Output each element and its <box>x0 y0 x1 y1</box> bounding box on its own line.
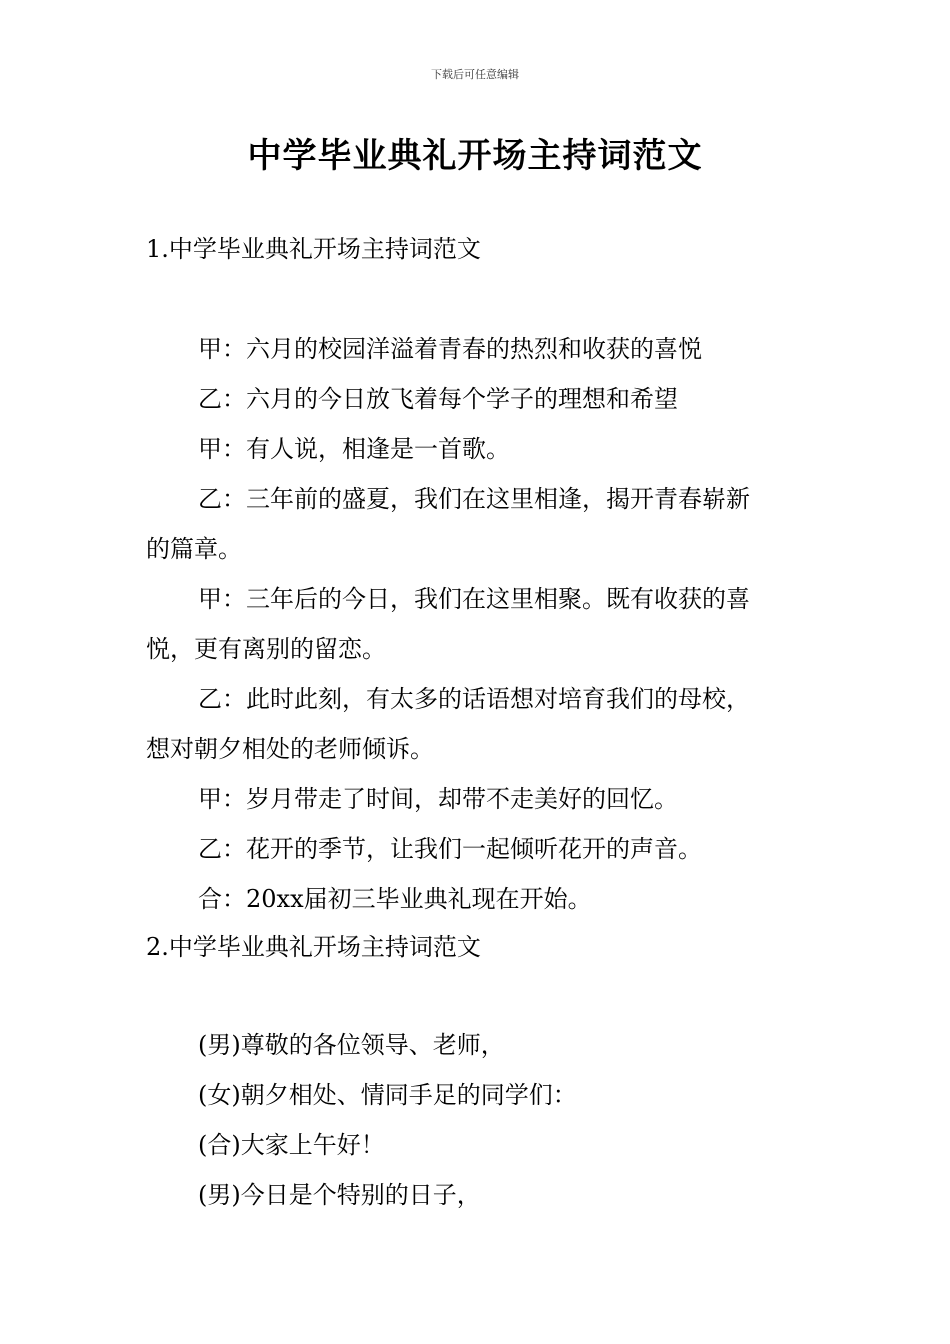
paragraph-line: 合：20xx届初三毕业典礼现在开始。 <box>198 885 592 913</box>
paragraph-line: 甲：岁月带走了时间，却带不走美好的回忆。 <box>198 785 678 813</box>
paragraph-line: 甲：三年后的今日，我们在这里相聚。既有收获的喜 <box>198 585 750 613</box>
section-2-body <box>146 1020 806 1220</box>
section-heading: 1.中学毕业典礼开场主持词范文 <box>146 235 481 263</box>
header-note: 下载后可任意编辑 <box>431 68 519 81</box>
paragraph-line: 甲：有人说，相逢是一首歌。 <box>198 435 510 463</box>
paragraph-line: (男)今日是个特别的日子， <box>198 1181 481 1209</box>
section-heading: 2.中学毕业典礼开场主持词范文 <box>146 933 481 961</box>
paragraph-line: (合)大家上午好！ <box>198 1131 385 1159</box>
paragraph-line-continued: 悦，更有离别的留恋。 <box>146 635 386 663</box>
paragraph-line-continued: 的篇章。 <box>146 535 242 563</box>
section-2 <box>146 922 806 972</box>
paragraph-line: 乙：三年前的盛夏，我们在这里相逢，揭开青春崭新 <box>198 485 750 513</box>
document-title: 中学毕业典礼开场主持词范文 <box>247 136 703 176</box>
section-1 <box>146 224 806 274</box>
paragraph-line: (女)朝夕相处、情同手足的同学们： <box>198 1081 577 1109</box>
paragraph-line: 乙：花开的季节，让我们一起倾听花开的声音。 <box>198 835 702 863</box>
paragraph-line-continued: 想对朝夕相处的老师倾诉。 <box>146 735 434 763</box>
paragraph-line: 乙：此时此刻，有太多的话语想对培育我们的母校， <box>198 685 750 713</box>
paragraph-line: (男)尊敬的各位领导、老师， <box>198 1031 505 1059</box>
section-1-body <box>146 324 806 924</box>
paragraph-line: 甲：六月的校园洋溢着青春的热烈和收获的喜悦 <box>198 335 702 363</box>
paragraph-line: 乙：六月的今日放飞着每个学子的理想和希望 <box>198 385 678 413</box>
